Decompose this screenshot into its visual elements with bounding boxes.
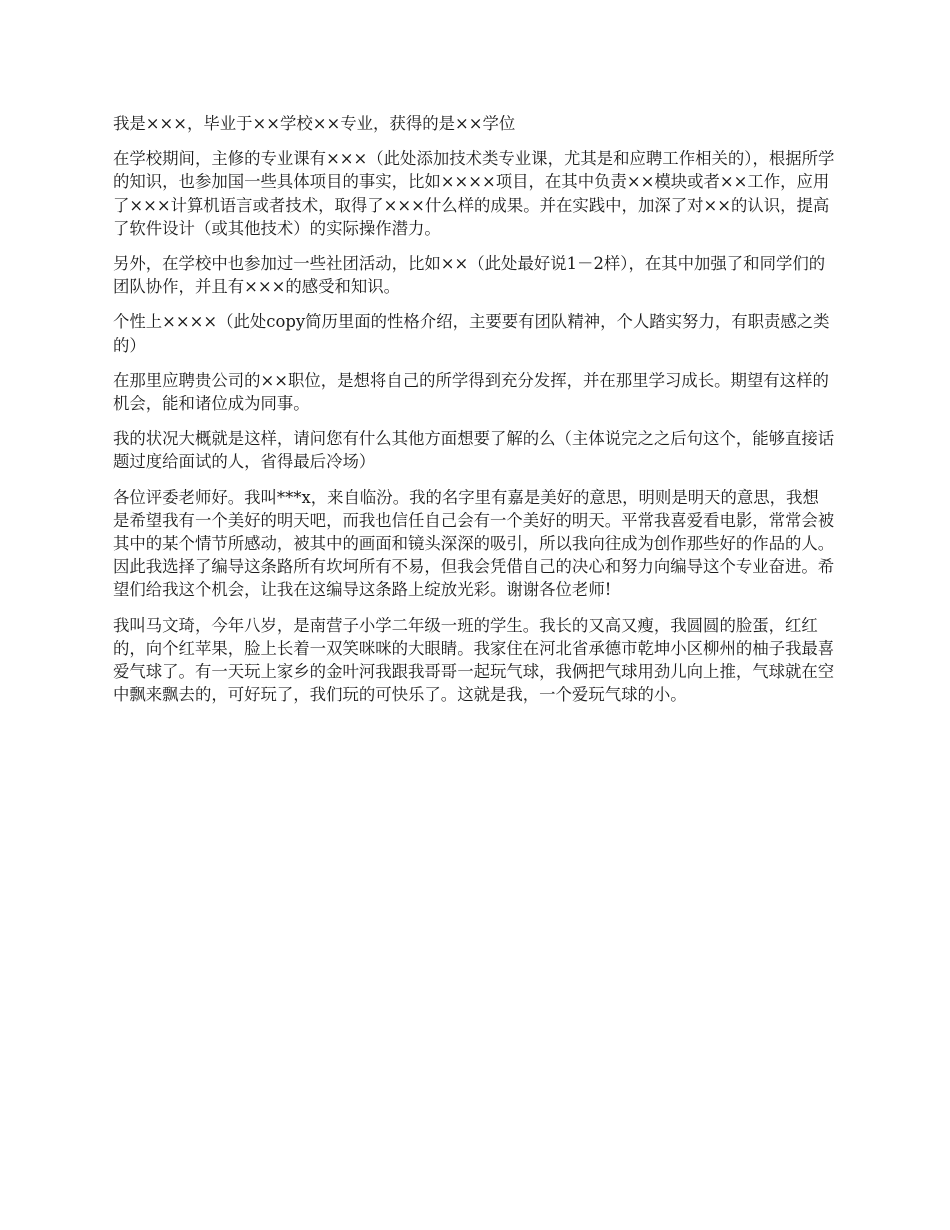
paragraph-child-intro: 我叫马文琦，今年八岁，是南营子小学二年级一班的学生。我长的又高又瘦，我圆圆的脸蛋，红红的，向个红苹果，脸上长着一双笑咪咪的大眼睛。我家住在河北省承德市乾坤小区柳州的柚子我最喜爱气球了。有一天玩上家乡的金叶河我跟我哥哥一起玩气球，我俩把气球用劲儿向上推，气球就在空中飘来飘去的，可好玩了，我们玩的可快乐了。这就是我，一个爱玩气球的小。 <box>113 615 835 705</box>
paragraph-activities: 另外，在学校中也参加过一些社团活动，比如××（此处最好说1－2样），在其中加强了和同学们的团队协作，并且有×××的感受和知识。 <box>113 254 826 297</box>
paragraph-director-intro: 各位评委老师好。我叫***x，来自临汾。我的名字里有嘉是美好的意思，明则是明天的意思，我想是希望我有一个美好的明天吧，而我也信任自己会有一个美好的明天。平常我喜爱看电影，常常会被其中的某个情节所感动，被其中的画面和镜头深深的吸引，所以我向往成为创作那些好的作品的人。因此我选择了编导这条路所有坎坷所有不易，但我会凭借自己的决心和努力向编导这个专业奋进。希望们给我这个机会，让我在这编导这条路上绽放光彩。谢谢各位老师! <box>113 487 835 600</box>
paragraph-courses: 在学校期间，主修的专业课有×××（此处添加技术类专业课，尤其是和应聘工作相关的），根据所学的知识，也参加国一些具体项目的事实，比如××××项目，在其中负责××模块或者××工作，应用了×××计算机语言或者技术，取得了×××什么样的成果。并在实践中，加深了对××的认识，提高了软件设计（或其他技术）的实际操作潜力。 <box>113 149 835 238</box>
document-page <box>113 112 835 718</box>
paragraph-closing: 我的状况大概就是这样，请问您有什么其他方面想要了解的么（主体说完之之后句这个，能够直接话题过度给面试的人，省得最后冷场） <box>113 429 835 472</box>
paragraph-position: 在那里应聘贵公司的××职位，是想将自己的所学得到充分发挥，并在那里学习成长。期望有这样的机会，能和诸位成为同事。 <box>113 370 829 414</box>
paragraph-personality: 个性上××××（此处copy简历里面的性格介绍，主要要有团队精神，个人踏实努力，有职责感之类的） <box>113 312 830 355</box>
paragraph-self-intro: 我是×××，毕业于××学校××专业，获得的是××学位 <box>113 114 516 133</box>
